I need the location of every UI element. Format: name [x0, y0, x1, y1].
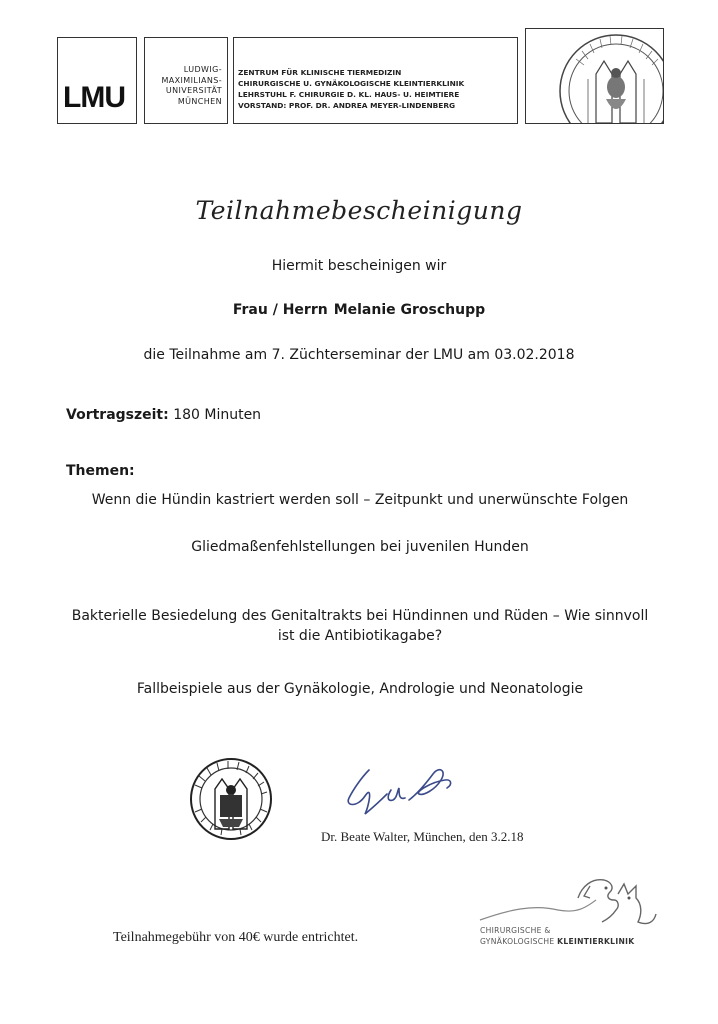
official-seal-icon [175, 757, 287, 841]
recipient-name: Melanie Groschupp [333, 302, 486, 318]
fee-note: Teilnahmegebühr von 40€ wurde entrichtet. [113, 930, 359, 945]
certificate-title: Teilnahmebescheinigung [195, 196, 523, 225]
department-box [233, 37, 518, 124]
topic-item: Fallbeispiele aus der Gynäkologie, Andrologie und Neonatologie [136, 681, 584, 697]
university-name: LUDWIG- MAXIMILIANS- UNIVERSITÄT MÜNCHEN [161, 65, 222, 106]
department-info: ZENTRUM FÜR KLINISCHE TIERMEDIZIN CHIRURGISCHE U. GYNÄKOLOGISCHE KLEINTIERKLINIK LEHRSTUHL F. CHIRURGIE D. KL. HAUS- U. HEIMTIERE VORSTAND: PROF. DR. ANDREA MEYER-LINDENBERG [238, 68, 465, 110]
handwritten-signature [335, 760, 465, 822]
university-name-box [144, 37, 228, 124]
duration-label: Vortragszeit: [66, 407, 169, 423]
topics-heading: Themen: [66, 463, 135, 479]
clinic-logo-text: CHIRURGISCHE & GYNÄKOLOGISCHE KLEINTIERKLINIK [480, 926, 635, 946]
recipient-line [0, 302, 718, 318]
duration-value: 180 Minuten [173, 407, 262, 423]
intro-text: Hiermit bescheinigen wir [271, 258, 447, 274]
topic-item: Gliedmaßenfehlstellungen bei juvenilen Hunden [191, 539, 529, 555]
participation-text: die Teilnahme am 7. Züchterseminar der LMU am 03.02.2018 [143, 347, 575, 363]
university-seal-icon [525, 28, 664, 124]
lmu-logo-text: LMU [63, 81, 125, 114]
topic-item: Wenn die Hündin kastriert werden soll – Zeitpunkt und unerwünschte Folgen [91, 492, 629, 508]
duration-line [66, 407, 261, 423]
topic-item: Bakterielle Besiedelung des Genitaltrakts bei Hündinnen und Rüden – Wie sinnvoll ist die Antibiotikagabe? [71, 608, 649, 644]
salutation: Frau / Herrn [232, 302, 328, 318]
signature-caption: Dr. Beate Walter, München, den 3.2.18 [321, 829, 524, 844]
lmu-logo [57, 37, 137, 124]
